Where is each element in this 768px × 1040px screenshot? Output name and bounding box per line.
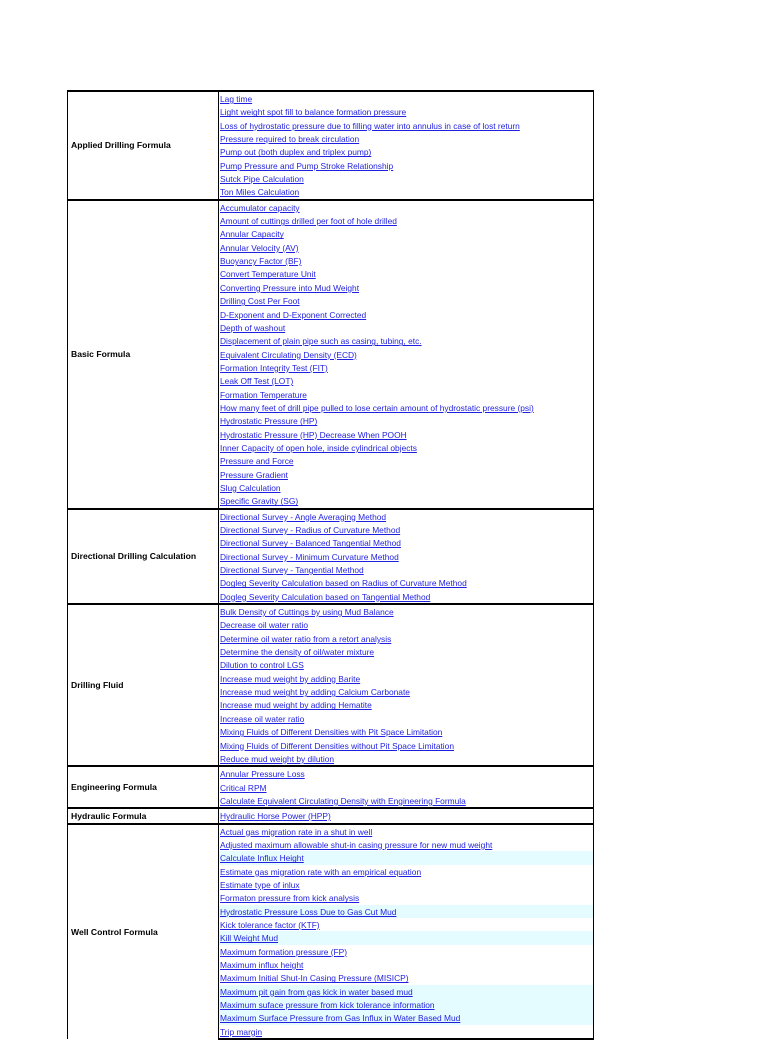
formula-link[interactable]: Equivalent Circulating Density (ECD) (220, 349, 357, 360)
formula-index-body (68, 91, 594, 1039)
formula-link[interactable]: Lag time (220, 94, 253, 104)
formula-cell (219, 441, 594, 454)
formula-link[interactable]: Leak Off Test (LOT) (220, 376, 294, 387)
formula-link[interactable]: Dogleg Severity Calculation based on Radius of Curvature Method (220, 578, 467, 589)
formula-cell (219, 712, 594, 725)
formula-link[interactable]: Increase mud weight by adding Barite (220, 673, 361, 684)
table-row (68, 91, 594, 105)
formula-link[interactable]: D-Exponent and D-Exponent Corrected (220, 309, 367, 320)
formula-cell (219, 159, 594, 172)
formula-cell (219, 865, 594, 878)
formula-cell (219, 523, 594, 536)
formula-link[interactable]: Formation Temperature (220, 389, 307, 400)
formula-cell (219, 998, 594, 1011)
formula-link[interactable]: Increase oil water ratio (220, 713, 305, 724)
formula-cell (219, 334, 594, 347)
formula-cell (219, 414, 594, 427)
formula-cell (219, 958, 594, 971)
category-hydraulic-formula: Hydraulic Formula (68, 808, 219, 823)
formula-cell (219, 172, 594, 185)
formula-link[interactable]: Amount of cuttings drilled per foot of hole drilled (220, 216, 397, 227)
formula-cell (219, 119, 594, 132)
formula-cell (219, 632, 594, 645)
formula-cell (219, 145, 594, 158)
formula-link[interactable]: Accumulator capacity (220, 202, 300, 213)
formula-cell (219, 891, 594, 904)
formula-cell (219, 348, 594, 361)
formula-cell (219, 481, 594, 494)
formula-cell (219, 905, 594, 918)
formula-cell (219, 824, 594, 838)
formula-link[interactable]: Light weight spot fill to balance formation pressure (220, 107, 407, 118)
formula-link[interactable]: Calculate Influx Height (220, 853, 304, 864)
formula-link[interactable]: Hydrostatic Pressure Loss Due to Gas Cut Mud (220, 906, 397, 917)
formula-link[interactable]: Critical RPM (220, 782, 267, 793)
formula-cell (219, 766, 594, 780)
formula-link[interactable]: Drilling Cost Per Foot (220, 296, 300, 307)
formula-cell (219, 851, 594, 864)
formula-link[interactable]: Formaton pressure from kick analysis (220, 893, 360, 904)
formula-link[interactable]: Estimate gas migration rate with an empirical equation (220, 866, 422, 877)
table-row (68, 509, 594, 523)
formula-cell (219, 590, 594, 604)
formula-link[interactable]: Pressure and Force (220, 456, 294, 467)
formula-cell (219, 1025, 594, 1039)
formula-link[interactable]: Kill Weight Mud (220, 933, 279, 944)
formula-cell (219, 878, 594, 891)
formula-link[interactable]: Increase mud weight by adding Calcium Carbonate (220, 687, 410, 698)
formula-cell (219, 494, 594, 508)
formula-cell (219, 281, 594, 294)
formula-link[interactable]: Pressure Gradient (220, 469, 288, 480)
formula-link[interactable]: Loss of hydrostatic pressure due to filling water into annulus in case of lost return (220, 120, 520, 131)
formula-link[interactable]: Determine the density of oil/water mixture (220, 647, 375, 658)
formula-cell (219, 267, 594, 280)
formula-cell (219, 401, 594, 414)
formula-cell (219, 536, 594, 549)
formula-cell (219, 838, 594, 851)
formula-cell (219, 698, 594, 711)
formula-link[interactable]: Kick tolerance factor (KTF) (220, 919, 320, 930)
formula-link[interactable]: Determine oil water ratio from a retort analysis (220, 633, 392, 644)
formula-link[interactable]: How many feet of drill pipe pulled to lose certain amount of hydrostatic pressure (psi) (220, 402, 534, 413)
formula-link[interactable]: Pump Pressure and Pump Stroke Relationship (220, 160, 394, 171)
formula-link[interactable]: Hydrostatic Pressure (HP) Decrease When POOH (220, 429, 407, 440)
formula-cell (219, 563, 594, 576)
formula-link[interactable]: Estimate type of inlux (220, 879, 300, 890)
formula-link[interactable]: Ton Miles Calculation (220, 187, 300, 198)
formula-link[interactable]: Directional Survey - Minimum Curvature Method (220, 551, 399, 562)
formula-link[interactable]: Maximum Surface Pressure from Gas Influx in Water Based Mud (220, 1013, 461, 1024)
formula-cell (219, 618, 594, 631)
table-row (68, 808, 594, 823)
formula-link[interactable]: Maximum suface pressure from kick tolerance information (220, 1000, 435, 1011)
formula-cell (219, 604, 594, 618)
formula-link[interactable]: Depth of washout (220, 322, 286, 333)
formula-cell (219, 576, 594, 589)
formula-link[interactable]: Annular Capacity (220, 229, 284, 240)
formula-cell (219, 454, 594, 467)
category-drilling-fluid: Drilling Fluid (68, 604, 219, 766)
table-row (68, 200, 594, 214)
formula-cell (219, 645, 594, 658)
formula-cell (219, 808, 594, 823)
category-well-control-formula: Well Control Formula (68, 824, 219, 1040)
formula-cell (219, 794, 594, 808)
formula-link[interactable]: Hydraulic Horse Power (HPP) (220, 811, 331, 822)
formula-cell (219, 658, 594, 671)
formula-cell (219, 428, 594, 441)
formula-cell (219, 672, 594, 685)
formula-link[interactable]: Directional Survey - Radius of Curvature Method (220, 525, 401, 535)
formula-link[interactable]: Pressure required to break circulation (220, 134, 360, 145)
formula-link[interactable]: Maximum influx height (220, 960, 304, 970)
formula-link[interactable]: Annular Pressure Loss (220, 769, 305, 780)
formula-link[interactable]: Mixing Fluids of Different Densities without Pit Space Limitation (220, 740, 454, 751)
formula-cell (219, 321, 594, 334)
formula-cell (219, 931, 594, 944)
formula-link[interactable]: Increase mud weight by adding Hematite (220, 700, 372, 711)
formula-link[interactable]: Trip margin (220, 1026, 263, 1037)
category-directional-drilling-calculation: Directional Drilling Calculation (68, 509, 219, 604)
formula-cell (219, 105, 594, 118)
formula-cell (219, 132, 594, 145)
formula-link[interactable]: Annular Velocity (AV) (220, 242, 299, 253)
formula-cell (219, 685, 594, 698)
formula-link[interactable]: Calculate Equivalent Circulating Density with Engineering Formula (220, 795, 466, 806)
formula-link[interactable]: Bulk Density of Cuttings by using Mud Balance (220, 607, 394, 618)
formula-cell (219, 374, 594, 387)
formula-cell (219, 388, 594, 401)
formula-link[interactable]: Adjusted maximum allowable shut-in casing pressure for new mud weight (220, 839, 493, 850)
formula-link[interactable]: Reduce mud weight by dilution (220, 753, 335, 764)
formula-link[interactable]: Directional Survey - Angle Averaging Method (220, 511, 387, 522)
formula-link[interactable]: Pump out (both duplex and triplex pump) (220, 147, 372, 158)
formula-cell (219, 308, 594, 321)
formula-link[interactable]: Maximum formation pressure (FP) (220, 946, 348, 957)
formula-cell (219, 945, 594, 958)
formula-link[interactable]: Slug Calculation (220, 482, 281, 493)
formula-link[interactable]: Actual gas migration rate in a shut in well (220, 826, 373, 837)
formula-link[interactable]: Buoyancy Factor (BF) (220, 256, 302, 267)
category-engineering-formula: Engineering Formula (68, 766, 219, 808)
category-applied-drilling-formula: Applied Drilling Formula (68, 91, 219, 200)
formula-link[interactable]: Directional Survey - Tangential Method (220, 565, 364, 576)
formula-link[interactable]: Decrease oil water ratio (220, 620, 308, 631)
formula-cell (219, 294, 594, 307)
formula-link[interactable]: Displacement of plain pipe such as casing, tubing, etc. (220, 336, 422, 347)
formula-link[interactable]: Sutck Pipe Calculation (220, 174, 304, 185)
formula-link[interactable]: Specific Gravity (SG) (220, 496, 299, 507)
formula-cell (219, 725, 594, 738)
formula-index-table (67, 90, 594, 1040)
formula-cell (219, 254, 594, 267)
formula-cell (219, 781, 594, 794)
formula-cell (219, 214, 594, 227)
formula-cell (219, 185, 594, 199)
formula-cell (219, 509, 594, 523)
formula-link[interactable]: Dilution to control LGS (220, 660, 304, 671)
formula-cell (219, 918, 594, 931)
formula-cell (219, 752, 594, 766)
formula-link[interactable]: Converting Pressure into Mud Weight (220, 282, 360, 293)
formula-link[interactable]: Dogleg Severity Calculation based on Tangential Method (220, 591, 431, 602)
formula-cell (219, 985, 594, 998)
formula-cell (219, 91, 594, 105)
formula-link[interactable]: Convert Temperature Unit (220, 269, 316, 280)
table-row (68, 766, 594, 780)
formula-cell (219, 550, 594, 563)
table-row (68, 604, 594, 618)
formula-link[interactable]: Directional Survey - Balanced Tangential Method (220, 538, 401, 549)
formula-link[interactable]: Formation Integrity Test (FIT) (220, 362, 328, 373)
formula-cell (219, 227, 594, 240)
formula-cell (219, 739, 594, 752)
formula-cell (219, 1011, 594, 1024)
formula-cell (219, 468, 594, 481)
formula-cell (219, 971, 594, 984)
formula-cell (219, 241, 594, 254)
formula-cell (219, 361, 594, 374)
formula-link[interactable]: Hydrostatic Pressure (HP) (220, 416, 318, 427)
formula-cell (219, 200, 594, 214)
category-basic-formula: Basic Formula (68, 200, 219, 509)
table-row (68, 824, 594, 838)
formula-link[interactable]: Inner Capacity of open hole, inside cylindrical objects (220, 442, 417, 453)
formula-link[interactable]: Maximum pit gain from gas kick in water based mud (220, 986, 413, 997)
formula-link[interactable]: Mixing Fluids of Different Densities with Pit Space Limitation (220, 727, 443, 738)
formula-link[interactable]: Maximum Initial Shut-In Casing Pressure (MISICP) (220, 973, 409, 984)
